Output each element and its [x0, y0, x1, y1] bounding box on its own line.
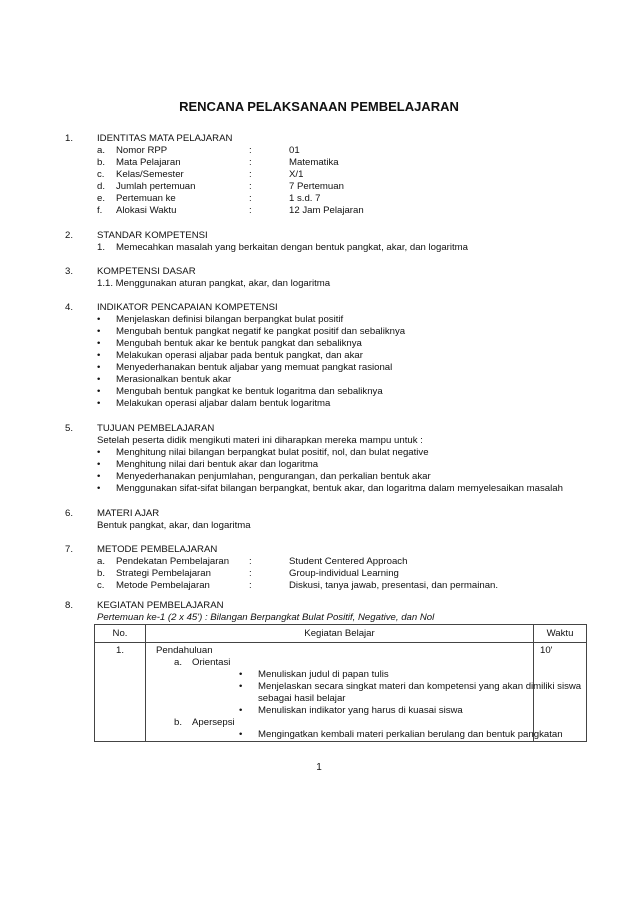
row-label: Jumlah pertemuan [116, 181, 196, 192]
list-item: Mengingatkan kembali materi perkalian berulang dan bentuk pangkatan [258, 729, 563, 740]
list-item: Mengubah bentuk pangkat ke bentuk logaritma dan sebaliknya [116, 386, 383, 397]
row-colon: : [249, 169, 252, 180]
row-value: Group-individual Learning [289, 568, 399, 579]
bullet-icon: • [97, 459, 101, 470]
section-heading: TUJUAN PEMBELAJARAN [97, 423, 215, 434]
table-row [95, 643, 587, 742]
item-text: Memecahkan masalah yang berkaitan dengan bentuk pangkat, akar, dan logaritma [116, 242, 468, 253]
section-number: 6. [65, 508, 74, 519]
phase-label: Pendahuluan [156, 645, 213, 656]
bullet-icon: • [239, 729, 243, 740]
list-item: Menggunakan sifat-sifat bilangan berpangkat, bentuk akar, dan logaritma dalam memyelesaikan masalah [116, 483, 563, 494]
bullet-icon: • [239, 705, 243, 716]
section-heading: STANDAR KOMPETENSI [97, 230, 208, 241]
row-letter: c. [97, 580, 105, 591]
row-colon: : [249, 556, 252, 567]
row-letter: d. [97, 181, 106, 192]
row-value: 01 [289, 145, 300, 156]
sub-letter: b. [174, 717, 183, 728]
row-letter: a. [97, 556, 106, 567]
item-text: 1.1. Menggunakan aturan pangkat, akar, dan logaritma [97, 278, 331, 289]
sub-letter: a. [174, 657, 183, 668]
section-heading: KEGIATAN PEMBELAJARAN [97, 600, 224, 611]
section-number: 7. [65, 544, 74, 555]
row-value: 1 s.d. 7 [289, 193, 321, 204]
list-item: Menuliskan judul di papan tulis [258, 669, 389, 680]
row-letter: b. [97, 568, 106, 579]
row-label: Pendekatan Pembelajaran [116, 556, 230, 567]
row-letter: f. [97, 205, 103, 216]
section-number: 5. [65, 423, 74, 434]
row-value: Student Centered Approach [289, 556, 408, 567]
row-colon: : [249, 568, 252, 579]
row-value: 7 Pertemuan [289, 181, 344, 192]
row-colon: : [249, 145, 252, 156]
row-value: Matematika [289, 157, 339, 168]
page-number: 1 [316, 762, 322, 773]
section-heading: MATERI AJAR [97, 508, 160, 519]
list-item: Menyederhanakan bentuk aljabar yang memuat pangkat rasional [116, 362, 393, 373]
row-label: Pertemuan ke [116, 193, 176, 204]
list-item: Menyederhanakan penjumlahan, pengurangan, dan perkalian bentuk akar [116, 471, 431, 482]
section-number: 2. [65, 230, 74, 241]
bullet-icon: • [97, 447, 101, 458]
bullet-icon: • [97, 326, 101, 337]
time-cell: 10' [534, 643, 587, 742]
bullet-icon: • [97, 386, 101, 397]
intro-text: Setelah peserta didik mengikuti materi ini diharapkan mereka mampu untuk : [97, 435, 423, 446]
bullet-icon: • [97, 338, 101, 349]
sub-label: Orientasi [192, 657, 231, 668]
list-item: Merasionalkan bentuk akar [116, 374, 232, 385]
row-letter: b. [97, 157, 106, 168]
bullet-icon: • [239, 669, 243, 680]
row-letter: a. [97, 145, 106, 156]
row-colon: : [249, 205, 252, 216]
section-heading: METODE PEMBELAJARAN [97, 544, 218, 555]
bullet-icon: • [97, 350, 101, 361]
section-number: 8. [65, 600, 74, 611]
list-item: Menjelaskan secara singkat materi dan kompetensi yang akan dimiliki siswa [258, 681, 582, 692]
row-label: Mata Pelajaran [116, 157, 181, 168]
bullet-icon: • [239, 681, 243, 692]
section-number: 3. [65, 266, 74, 277]
row-colon: : [249, 181, 252, 192]
row-colon: : [249, 157, 252, 168]
section-number: 1. [65, 133, 74, 144]
bullet-icon: • [97, 471, 101, 482]
row-label: Kelas/Semester [116, 169, 184, 180]
column-header: Kegiatan Belajar [146, 625, 534, 643]
body-text: Bentuk pangkat, akar, dan logaritma [97, 520, 251, 531]
row-number: 1. [95, 643, 146, 742]
list-item: Mengubah bentuk akar ke bentuk pangkat dan sebaliknya [116, 338, 362, 349]
document-title: RENCANA PELAKSANAAN PEMBELAJARAN [179, 99, 459, 114]
activity-table [94, 624, 587, 742]
row-value: Diskusi, tanya jawab, presentasi, dan permainan. [289, 580, 499, 591]
row-colon: : [249, 580, 252, 591]
list-item: Menjelaskan definisi bilangan berpangkat bulat positif [116, 314, 344, 325]
row-value: 12 Jam Pelajaran [289, 205, 364, 216]
section-heading: KOMPETENSI DASAR [97, 266, 196, 277]
list-item-continuation: sebagai hasil belajar [258, 693, 346, 704]
list-item: Mengubah bentuk pangkat negatif ke pangkat positif dan sebaliknya [116, 326, 406, 337]
list-item: Melakukan operasi aljabar pada bentuk pangkat, dan akar [116, 350, 363, 361]
section-heading: INDIKATOR PENCAPAIAN KOMPETENSI [97, 302, 278, 313]
list-item: Menuliskan indikator yang harus di kuasai siswa [258, 705, 463, 716]
sub-label: Apersepsi [192, 717, 235, 728]
meeting-subtitle: Pertemuan ke-1 (2 x 45') : Bilangan Berpangkat Bulat Positif, Negative, dan Nol [97, 612, 435, 623]
list-item: Menghitung nilai bilangan berpangkat bulat positif, nol, dan bulat negative [116, 447, 429, 458]
row-label: Nomor RPP [116, 145, 168, 156]
row-label: Metode Pembelajaran [116, 580, 210, 591]
table-header-row [95, 625, 587, 643]
section-heading: IDENTITAS MATA PELAJARAN [97, 133, 233, 144]
list-item: Melakukan operasi aljabar dalam bentuk logaritma [116, 398, 331, 409]
bullet-icon: • [97, 374, 101, 385]
row-colon: : [249, 193, 252, 204]
bullet-icon: • [97, 483, 101, 494]
row-label: Strategi Pembelajaran [116, 568, 211, 579]
bullet-icon: • [97, 314, 101, 325]
column-header: Waktu [534, 625, 587, 643]
row-letter: c. [97, 169, 105, 180]
bullet-icon: • [97, 398, 101, 409]
row-label: Alokasi Waktu [116, 205, 177, 216]
row-letter: e. [97, 193, 106, 204]
section-number: 4. [65, 302, 74, 313]
column-header: No. [95, 625, 146, 643]
list-item: Menghitung nilai dari bentuk akar dan logaritma [116, 459, 319, 470]
bullet-icon: • [97, 362, 101, 373]
row-value: X/1 [289, 169, 304, 180]
item-number: 1. [97, 242, 106, 253]
